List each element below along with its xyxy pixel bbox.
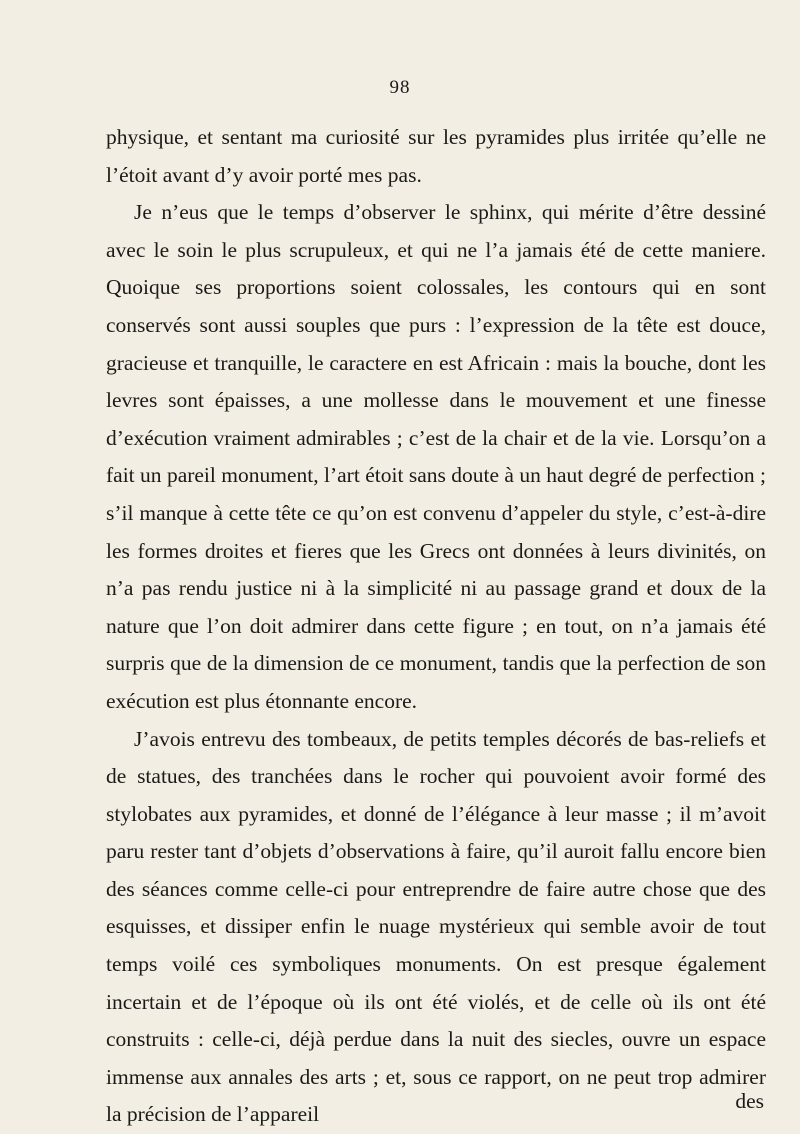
body-text [106, 119, 766, 1134]
catchword: des [600, 1088, 764, 1114]
paragraph-sphinx: Je n’eus que le temps d’observer le sphinx, qui mérite d’être dessiné avec le soin le plus scrupuleux, et qui ne l’a jamais été de cette maniere. Quoique ses proportions soient colossales, les contours qui en sont conservés sont aussi souples que purs : l’expression de la tête est douce, gracieuse et tranquille, le caractere en est Africain : mais la bouche, dont les levres sont épaisses, a une mollesse dans le mouvement et une finesse d’exécution vraiment admirables ; c’est de la chair et de la vie. Lorsqu’on a fait un pareil monument, l’art étoit sans doute à un haut degré de perfection ; s’il manque à cette tête ce qu’on est convenu d’appeler du style, c’est-à-dire les formes droites et fieres que les Grecs ont données à leurs divinités, on n’a pas rendu justice ni à la simplicité ni au passage grand et doux de la nature que l’on doit admirer dans cette figure ; en tout, on n’a jamais été surpris que de la dimension de ce monument, tandis que la perfection de son exécution est plus étonnante encore. [106, 194, 766, 720]
paragraph-tombs: J’avois entrevu des tombeaux, de petits temples décorés de bas-reliefs et de statues, des tranchées dans le rocher qui pouvoient avoir formé des stylobates aux pyramides, et donné de l’élégance à leur masse ; il m’avoit paru rester tant d’objets d’observations à faire, qu’il auroit fallu encore bien des séances comme celle-ci pour entreprendre de faire autre chose que des esquisses, et dissiper enfin le nuage mystérieux qui semble avoir de tout temps voilé ces symboliques monuments. On est presque également incertain et de l’époque où ils ont été violés, et de celle où ils ont été construits : celle-ci, déjà perdue dans la nuit des siecles, ouvre un espace immense aux annales des arts ; et, sous ce rapport, on ne peut trop admirer la précision de l’appareil [106, 721, 766, 1134]
paragraph-continuation: physique, et sentant ma curiosité sur les pyramides plus irritée qu’elle ne l’étoit avant d’y avoir porté mes pas. [106, 119, 766, 194]
page-number: 98 [0, 77, 800, 99]
